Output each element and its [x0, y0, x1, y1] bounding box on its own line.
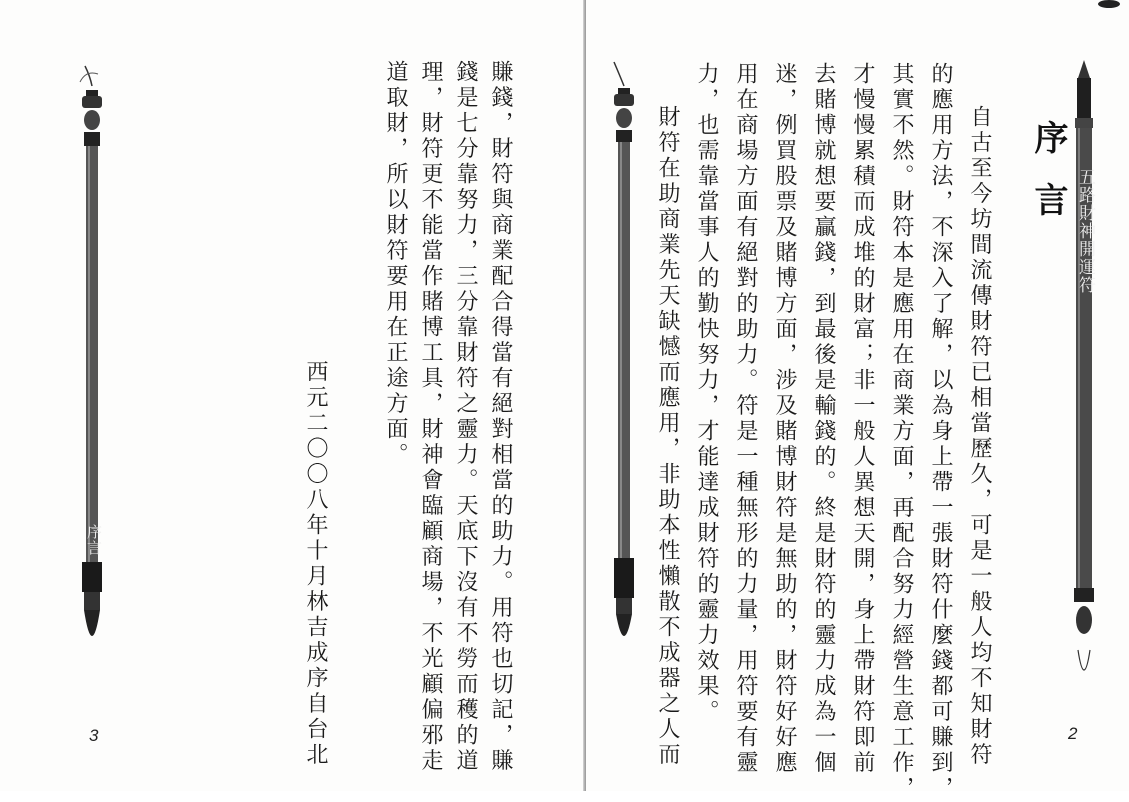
- text-column-3: 其實不然。財符本是應用在商業方面，再配合努力經營生意工作，: [889, 62, 914, 802]
- page-title: 序言: [1028, 120, 1068, 244]
- text-column-2: 錢是七分靠努力，三分靠財符之靈力。天底下沒有不勞而穫的道: [453, 60, 478, 774]
- preface-signature: 西元二〇〇八年十月林吉成序自台北: [303, 360, 328, 768]
- left-brush-label: 序言: [85, 524, 103, 556]
- inner-brush-illustration: [608, 58, 638, 658]
- text-column-6: 迷，例買股票及賭博方面，涉及賭博財符是無助的，財符好好應: [772, 62, 797, 776]
- text-column-3: 理，財符更不能當作賭博工具，財神會臨顧商場，不光顧偏邪走: [418, 60, 443, 774]
- text-column-1: 賺錢，財符與商業配合得當有絕對相當的助力。用符也切記，賺: [488, 60, 513, 774]
- right-page: [586, 0, 1129, 802]
- page-number-left: 3: [89, 726, 99, 745]
- scan-smudge: [1098, 0, 1120, 8]
- brush-icon: [1068, 60, 1100, 700]
- outer-brush-label: 五路財神開運符: [1075, 168, 1095, 294]
- left-brush-illustration: [76, 62, 106, 662]
- text-column-5: 去賭博就想要贏錢，到最後是輸錢的。終是財符的靈力成為一個: [811, 62, 836, 776]
- text-column-8: 力，也需靠當事人的勤快努力，才能達成財符的靈力效果。: [694, 62, 719, 725]
- text-column-9: 財符在助商業先天缺憾而應用，非助本性懶散不成器之人而: [655, 105, 680, 768]
- outer-brush-illustration: [1068, 60, 1098, 700]
- text-column-7: 用在商場方面有絕對的助力。符是一種無形的力量，用符要有靈: [733, 62, 758, 776]
- brush-icon: [608, 58, 640, 658]
- text-column-4: 道取財，所以財符要用在正途方面。: [383, 60, 408, 468]
- brush-icon: [76, 62, 108, 662]
- text-column-2: 的應用方法，不深入了解，以為身上帶一張財符什麼錢都可賺到，: [928, 62, 953, 802]
- page-number-right: 2: [1068, 724, 1078, 743]
- text-column-4: 才慢慢累積而成堆的財富；非一般人異想天開，身上帶財符即前: [850, 62, 875, 776]
- text-column-1: 自古至今坊間流傳財符已相當歷久，可是一般人均不知財符: [967, 105, 992, 768]
